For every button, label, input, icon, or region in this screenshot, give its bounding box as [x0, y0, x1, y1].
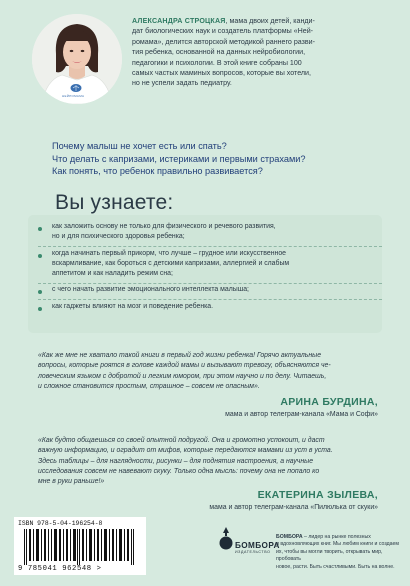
learn-item-2: когда начинать первый прикорм, что лучше – грудное или искусственное вскармливание, как бороться с детскими капризами, аллергией и слабым аппетитом и как наладить режим сна;: [52, 250, 290, 278]
learn-divider-1: [38, 246, 382, 247]
author-bio-line-7: но не успели задать педиатру.: [132, 79, 232, 88]
learn-item-1: как заложить основу не только для физического и речевого развития, но и для психического здоровья ребенка;: [52, 223, 276, 241]
shirt-logo-text: НЕЙРОМАМА: [62, 94, 85, 98]
author-photo: [32, 14, 122, 104]
review-1-text: «Как же мне не хватало такой книги в первый год жизни ребенка! Горячо актуальные вопросы, которые роятся в голове каждой мамы и вызывают тревогу, объясняются че- ловеческим языком с добротой и легким юмором, при этом научно и по делу. Читаешь, и сложное становится простым, страшное – совсем не опасным».: [38, 352, 331, 390]
bullet-1: [38, 227, 42, 231]
review-2-role: мама и автор телеграм-канала «Пилюлька от скуки»: [209, 504, 378, 511]
author-bio-line-2: дат биологических наук и создатель платформы «Ней-: [132, 27, 314, 36]
barcode-bars: [24, 529, 136, 565]
questions-block: [52, 140, 372, 178]
question-1: Почему малыш не хочет есть или спать?: [52, 141, 227, 151]
author-bio-line-4: тия ребенка, основанной на данных нейробиологии,: [132, 48, 306, 57]
bullet-3: [38, 290, 42, 294]
learn-divider-3: [38, 299, 382, 300]
bombora-logo-icon: [219, 527, 233, 551]
question-3: Как понять, что ребенок правильно развивается?: [52, 166, 263, 177]
author-bio-line-5: педагогики и психологии. В этой книге собраны 100: [132, 58, 302, 67]
bullet-4: [38, 307, 42, 311]
publisher-subtitle: ИЗДАТЕЛЬСТВО: [235, 550, 271, 554]
learn-title: Вы узнаете:: [55, 191, 174, 214]
learn-divider-2: [38, 283, 382, 284]
author-name: АЛЕКСАНДРА СТРОЦКАЯ: [132, 17, 226, 25]
review-1-name: АРИНА БУРДИНА,: [280, 396, 378, 408]
review-2-text: «Как будто общаешься со своей опытной подругой. Она и громотно успокоит, и даст важную информацию, и оградит от мифов, которые передаются мамами из уст в уста. Здесь таблицы – для наглядности, рисунки – для поднятия настроения, а научные исследования совсем не навевают скуку. Только одна мысль: почему она не попало ко мне в руки раньше!»: [38, 437, 333, 486]
author-bio-line-6: самых частых маминых вопросов, которые вы хотели,: [132, 69, 311, 78]
publisher-name: БОМБОРА: [235, 541, 280, 550]
learn-item-3: с чего начать развитие эмоционального интеллекта малыша;: [52, 286, 249, 293]
author-bio-line-3: ромама», делится авторской методикой раннего разви-: [132, 37, 316, 46]
barcode-digits: 9 785041 962548 >: [18, 565, 102, 573]
question-2: Что делать с капризами, истериками и первыми страхами?: [52, 153, 306, 164]
review-2-name: ЕКАТЕРИНА ЗЫЛЕВА,: [257, 489, 378, 501]
review-1-role: мама и автор телеграм-канала «Мама и Софи»: [225, 411, 378, 418]
isbn-text: ISBN 978-5-04-196254-8: [18, 520, 103, 527]
author-bio: [132, 16, 394, 89]
bullet-2: [38, 254, 42, 258]
learn-item-4: как гаджеты влияют на мозг и поведение ребенка.: [52, 303, 214, 310]
publisher-description: БОМБОРА – лидер на рынке полезных и вдохновляющих книг. Мы любим книги и создаем их, чтобы вы могли творить, открывать мир, пробовать новое, расти. Быть счастливыми. Быть на волне.: [276, 534, 399, 570]
barcode: [14, 517, 146, 575]
author-bio-line-1: АЛЕКСАНДРА СТРОЦКАЯ, мама двоих детей, канди-: [132, 17, 315, 25]
